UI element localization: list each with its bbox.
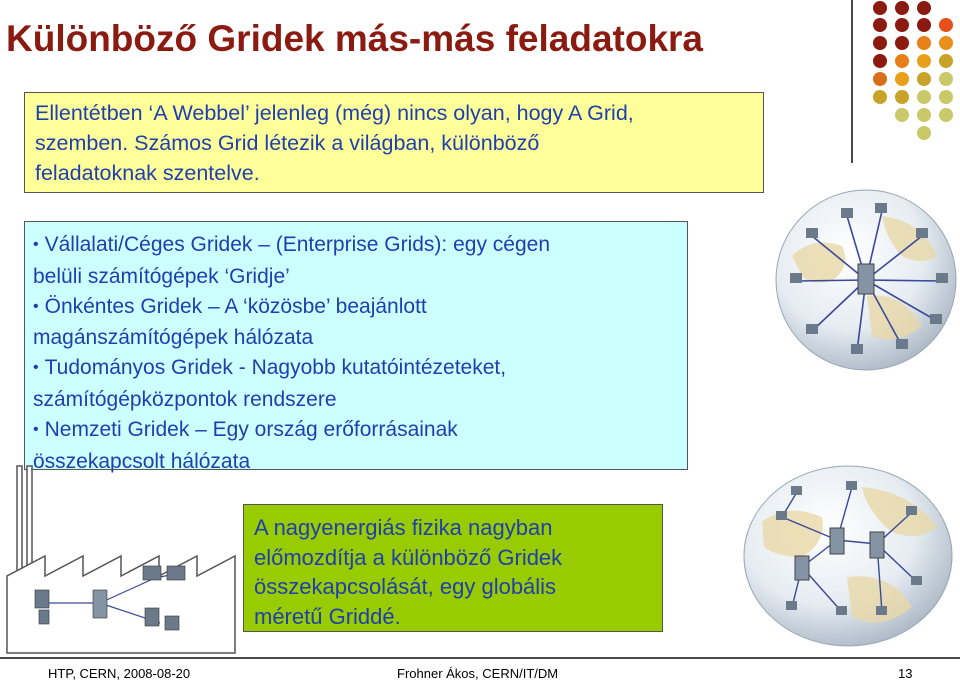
highlight-line: összekapcsolását, egy globális: [254, 574, 557, 599]
dot-row-6: [873, 90, 953, 104]
bullet-continuation: belüli számítógépek ‘Gridje’: [33, 264, 290, 288]
bullet-continuation: magánszámítógépek hálózata: [33, 326, 314, 350]
bullet-icon: •: [33, 420, 39, 438]
highlight-line: A nagyenergiás fizika nagyban: [254, 515, 553, 540]
bullet-continuation: összekapcsolt hálózata: [33, 449, 251, 473]
dot-row-1: [873, 1, 931, 15]
dot-row-7: [895, 108, 953, 122]
bullet-item: • Önkéntes Gridek – A ‘közösbe’ beajánlott: [33, 294, 427, 318]
intro-box: [24, 92, 764, 193]
globe-network-icon: [772, 186, 960, 374]
globe-network-icon: [742, 462, 960, 654]
dot-row-3: [873, 36, 953, 50]
bullet-icon: •: [33, 297, 39, 315]
intro-line: szemben. Számos Grid létezik a világban, különböző: [35, 131, 540, 155]
dot-row-4: [873, 54, 953, 68]
factory-network-icon: [5, 458, 241, 656]
dot-row-2: [873, 18, 953, 32]
grid-types-box: [24, 221, 688, 473]
highlight-box: [243, 504, 663, 632]
intro-line: Ellentétben ‘A Webbel’ jelenleg (még) nincs olyan, hogy A Grid,: [35, 101, 634, 125]
bullet-item: • Vállalati/Céges Gridek – (Enterprise Grids): egy cégen: [33, 233, 551, 256]
slide-title: Különböző Gridek más-más feladatokra: [6, 18, 704, 59]
bullet-item: • Nemzeti Gridek – Egy ország erőforrásainak: [33, 417, 458, 441]
footer-author: Frohner Ákos, CERN/IT/DM: [397, 666, 559, 681]
bullet-icon: •: [33, 236, 39, 253]
intro-line: feladatoknak szentelve.: [35, 161, 260, 185]
highlight-line: méretű Griddé.: [254, 603, 401, 629]
dot-row-8: [917, 126, 931, 140]
footer-divider: [0, 657, 960, 659]
title-divider-vertical: [851, 0, 853, 163]
bullet-item: • Tudományos Gridek - Nagyobb kutatóintézeteket,: [33, 356, 507, 380]
bullet-continuation: számítógépközpontok rendszere: [33, 387, 337, 411]
footer-date: HTP, CERN, 2008-08-20: [48, 666, 191, 681]
dot-row-5: [873, 72, 953, 86]
page-number: 13: [898, 666, 913, 681]
dot-grid-decoration: [866, 0, 960, 140]
highlight-line: előmozdítja a különböző Gridek: [254, 544, 563, 570]
bullet-icon: •: [33, 359, 39, 377]
